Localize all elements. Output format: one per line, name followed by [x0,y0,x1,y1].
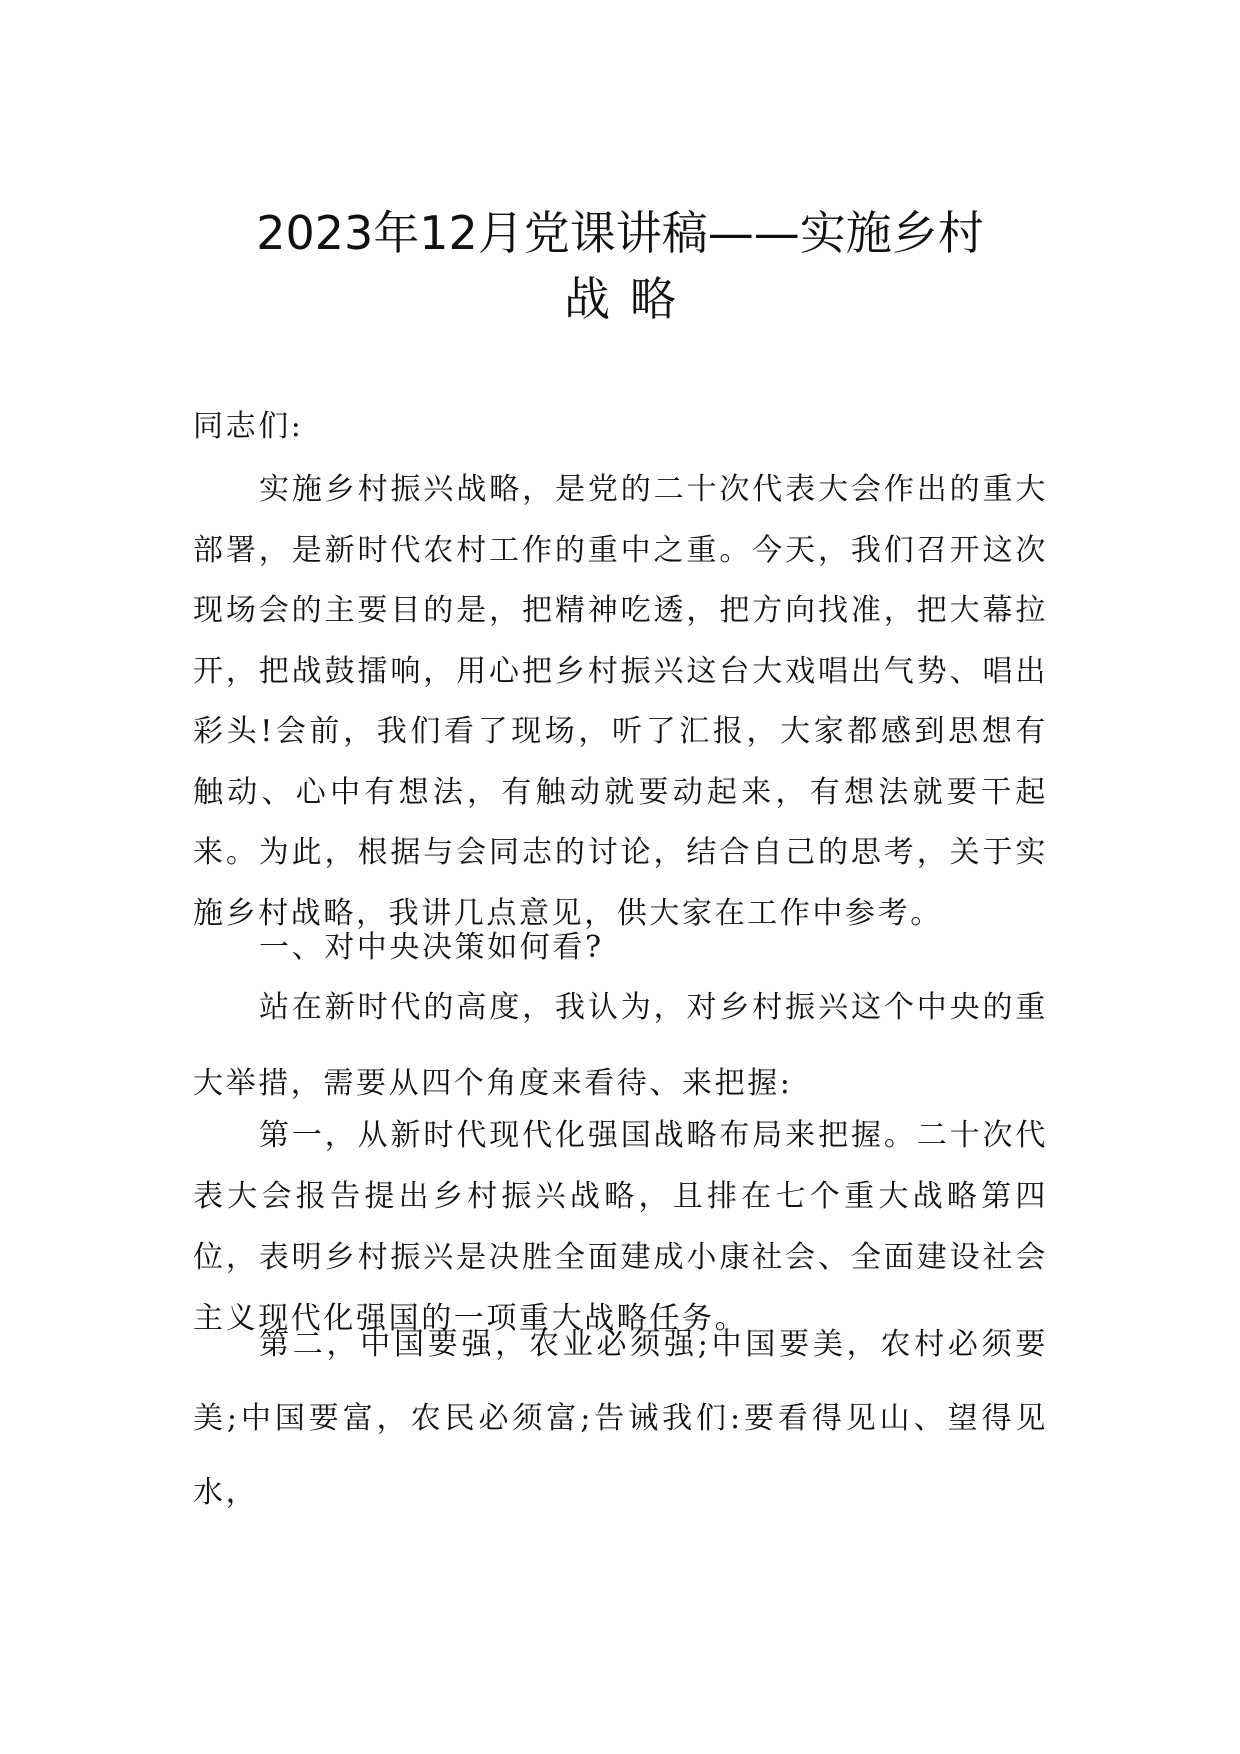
paragraph-perspective: 站在新时代的高度，我认为，对乡村振兴这个中央的重大举措，需要从四个角度来看待、来把握: [193,990,1048,1101]
salutation: 同志们: [193,409,304,444]
paragraph-first-point: 第一，从新时代现代化强国战略布局来把握。二十次代表大会报告提出乡村振兴战略，且排在七个重大战略第四位，表明乡村振兴是决胜全面建成小康社会、全面建设社会主义现代化强国的一项重大战略任务。 [193,1118,1048,1336]
paragraph-second-point: 第二，中国要强，农业必须强;中国要美，农村必须要美;中国要富，农民必须富;告诫我们:要看得见山、望得见水， [193,1327,1048,1510]
title-line-1: 2023年12月党课讲稿——实施乡村 [256,206,984,260]
paragraph-intro: 实施乡村振兴战略，是党的二十次代表大会作出的重大部署，是新时代农村工作的重中之重。今天，我们召开这次现场会的主要目的是，把精神吃透，把方向找准，把大幕拉开，把战鼓擂响，用心把乡村振兴这台大戏唱出气势、唱出彩头!会前，我们看了现场，听了汇报，大家都感到思想有触动、心中有想法，有触动就要动起来，有想法就要干起来。为此，根据与会同志的讨论，结合自己的思考，关于实施乡村战略，我讲几点意见，供大家在工作中参考。 [193,472,1048,931]
title-line-2: 战略 [564,272,696,326]
section-heading-1: 一、对中央决策如何看? [259,930,604,965]
document-title [190,200,1050,332]
